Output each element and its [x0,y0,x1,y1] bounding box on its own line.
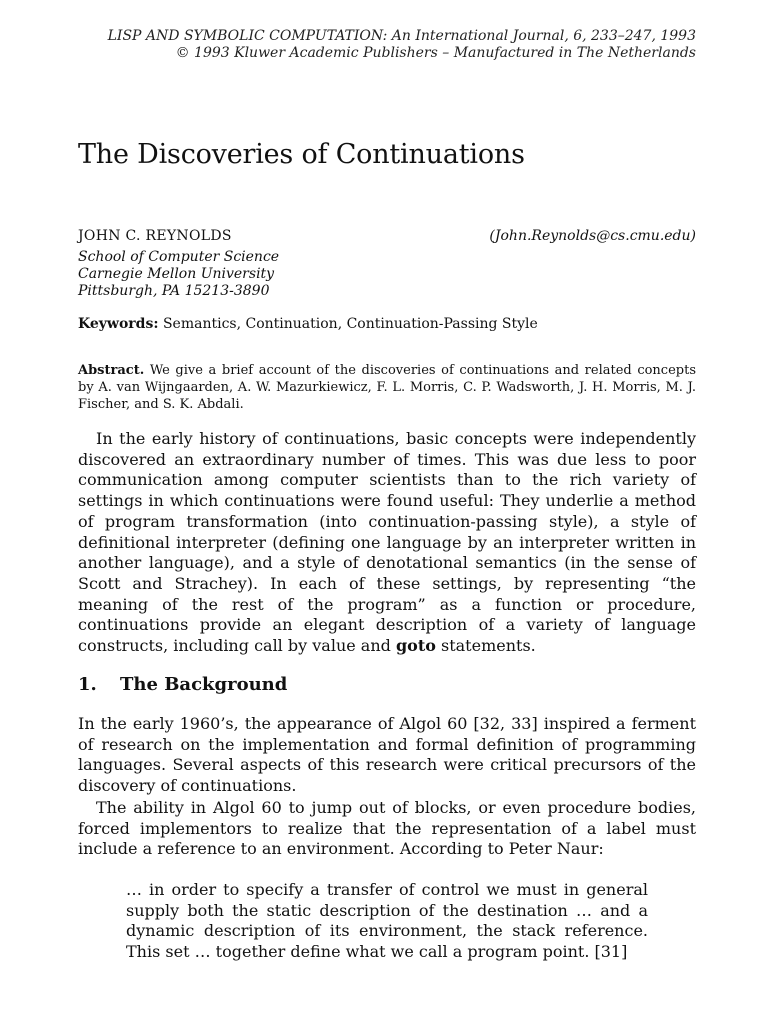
affiliation-line-1: School of Computer Science [78,249,280,265]
keywords [78,316,538,333]
journal-header-line-2: © 1993 Kluwer Academic Publishers – Manufactured in The Netherlands [175,45,696,61]
intro-text-after: statements. [435,636,536,656]
journal-header-line-1: LISP AND SYMBOLIC COMPUTATION: An International Journal, 6, 233–247, 1993 [107,28,696,44]
keywords-label: Keywords: [78,316,159,332]
intro-paragraph [78,429,696,657]
section-paragraph-1: In the early 1960’s, the appearance of Algol 60 [32, 33] inspired a ferment of research on the implementation and formal definition of programming languages. Several aspects of this research were critical precursors of the discovery of continuations. [78,714,696,796]
affiliation-line-2: Carnegie Mellon University [78,266,275,282]
author-affiliation [78,249,279,300]
author-name: JOHN C. REYNOLDS [78,228,232,244]
abstract-label: Abstract. [78,363,145,378]
abstract [78,362,696,413]
affiliation-line-3: Pittsburgh, PA 15213-3890 [78,283,270,299]
paper-title: The Discoveries of Continuations [78,139,525,170]
journal-header [108,28,696,62]
section-paragraph-2: The ability in Algol 60 to jump out of blocks, or even procedure bodies, forced implementors to realize that the representation of a label must include a reference to an environment. According to Peter Naur: [78,798,696,859]
abstract-text: We give a brief account of the discoveries of continuations and related concepts by A. van Wijngaarden, A. W. Mazurkiewicz, F. L. Morris, C. P. Wadsworth, J. H. Morris, M. J. Fischer, and S. K. Abdali. [78,363,696,412]
author-email: (John.Reynolds@cs.cmu.edu) [489,228,696,244]
section-number: 1. [78,674,97,695]
section-title: The Background [120,674,288,695]
block-quote: … in order to specify a transfer of control we must in general supply both the static description of the destination … and a dynamic description of its environment, the stack reference. This set … together define what we call a program point. [31] [126,880,648,962]
intro-text-before: In the early history of continuations, basic concepts were independently discovered an extraordinary number of times. This was due less to poor communication among computer scientists than to the rich variety of settings in which continuations were found useful: They underlie a method of program transformation (into continuation-passing style), a style of definitional interpreter (defining one language by an interpreter written in another language), and a style of denotational semantics (in the sense of Scott and Strachey). In each of these settings, by representing “the meaning of the rest of the program” as a function or procedure, continuations provide an elegant description of a variety of language constructs, including call by value and [78,429,696,656]
keywords-text: Semantics, Continuation, Continuation-Passing Style [158,316,538,332]
goto-keyword: goto [395,636,436,656]
section-heading [78,674,287,695]
author-row [78,228,696,244]
